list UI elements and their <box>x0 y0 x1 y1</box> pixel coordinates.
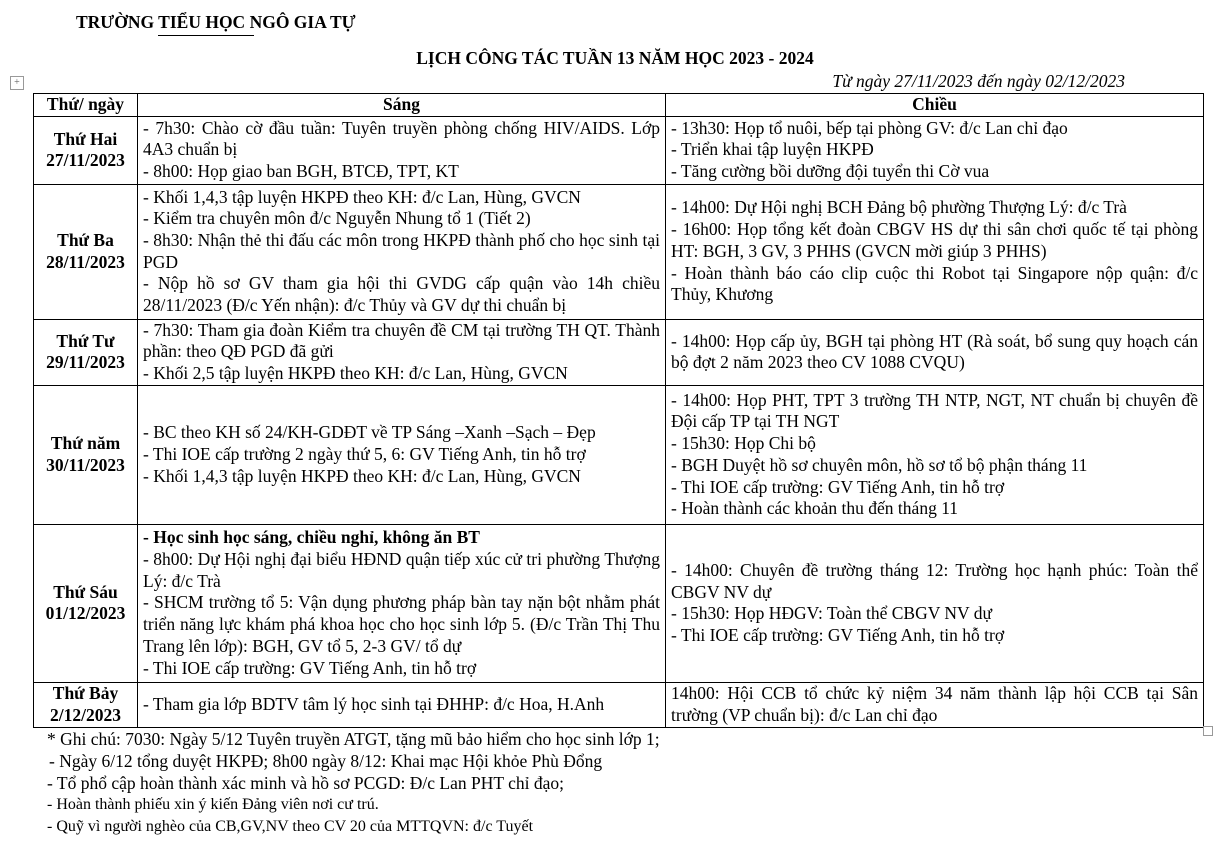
morning-cell <box>138 682 666 727</box>
day-cell <box>34 184 138 319</box>
note-line: - Ngày 6/12 tổng duyệt HKPĐ; 8h00 ngày 8/12: Khai mạc Hội khỏe Phù Đổng <box>49 751 603 771</box>
day-date: 30/11/2023 <box>46 454 125 475</box>
schedule-item: - 14h00: Họp cấp ủy, BGH tại phòng HT (Rà soát, bổ sung quy hoạch cán bộ đợt 2 năm 2023 theo CV 1088 CVQU) <box>671 330 1198 373</box>
table-row <box>34 385 1204 524</box>
schedule-item: - 7h30: Chào cờ đầu tuần: Tuyên truyền phòng chống HIV/AIDS. Lớp 4A3 chuẩn bị <box>143 117 660 160</box>
schedule-item: - 15h30: Họp HĐGV: Toàn thể CBGV NV dự <box>671 603 992 624</box>
day-day: Thứ Hai <box>53 128 118 149</box>
schedule-item: - Hoàn thành các khoản thu đến tháng 11 <box>671 498 959 519</box>
day-cell <box>34 524 138 682</box>
table-resize-handle[interactable] <box>1203 726 1213 736</box>
column-header: Sáng <box>138 94 666 117</box>
schedule-item: - 14h00: Chuyên đề trường tháng 12: Trường học hạnh phúc: Toàn thể CBGV NV dự <box>671 559 1198 602</box>
schedule-item: - 8h00: Dự Hội nghị đại biểu HĐND quận tiếp xúc cử tri phường Thượng Lý: đ/c Trà <box>143 549 660 591</box>
note-line: - Hoàn thành phiếu xin ý kiến Đảng viên nơi cư trú. <box>47 796 379 813</box>
schedule-item: - 8h30: Nhận thẻ thi đấu các môn trong HKPĐ thành phố cho học sinh tại PGD <box>143 230 660 272</box>
day-day: Thứ Ba <box>57 230 114 250</box>
column-header: Chiều <box>666 94 1204 117</box>
date-range: Từ ngày 27/11/2023 đến ngày 02/12/2023 <box>832 71 1125 91</box>
day-date: 28/11/2023 <box>46 251 125 272</box>
schedule-item: - 14h00: Dự Hội nghị BCH Đảng bộ phường Thượng Lý: đ/c Trà <box>671 197 1127 218</box>
schedule-item: - Học sinh học sáng, chiều nghỉ, không ăn BT <box>143 527 480 548</box>
schedule-table <box>33 93 1204 728</box>
morning-cell <box>138 385 666 524</box>
school-underline <box>158 35 254 36</box>
school-name: TRƯỜNG TIỂU HỌC NGÔ GIA TỰ <box>76 12 356 32</box>
day-date: 27/11/2023 <box>46 150 125 171</box>
afternoon-cell <box>666 184 1204 319</box>
schedule-item: - Thi IOE cấp trường: GV Tiếng Anh, tin hỗ trợ <box>143 657 477 678</box>
note-line: - Quỹ vì người nghèo của CB,GV,NV theo CV 20 của MTTQVN: đ/c Tuyết <box>47 818 534 835</box>
schedule-item: - Kiểm tra chuyên môn đ/c Nguyễn Nhung tổ 1 (Tiết 2) <box>143 208 531 229</box>
day-day: Thứ năm <box>50 433 121 454</box>
document-title: LỊCH CÔNG TÁC TUẦN 13 NĂM HỌC 2023 - 2024 <box>416 48 814 68</box>
table-row <box>34 524 1204 682</box>
afternoon-cell <box>666 682 1204 727</box>
afternoon-cell <box>666 116 1204 184</box>
day-cell <box>34 116 138 184</box>
schedule-item: - Nộp hồ sơ GV tham gia hội thi GVDG cấp quận vào 14h chiều 28/11/2023 (Đ/c Yến nhận): đ/c Thủy và GV dự thi chuẩn bị <box>143 273 660 316</box>
schedule-item: 14h00: Hội CCB tổ chức kỷ niệm 34 năm thành lập hội CCB tại Sân trường (VP chuẩn bị): đ/c Lan chỉ đạo <box>671 683 1198 725</box>
afternoon-cell <box>666 385 1204 524</box>
afternoon-cell <box>666 319 1204 385</box>
table-row <box>34 184 1204 319</box>
table-row <box>34 682 1204 727</box>
schedule-item: - Khối 2,5 tập luyện HKPĐ theo KH: đ/c Lan, Hùng, GVCN <box>143 363 568 384</box>
note-line: - Tổ phổ cập hoàn thành xác minh và hồ sơ PCGD: Đ/c Lan PHT chỉ đạo; <box>47 773 564 793</box>
day-cell <box>34 319 138 385</box>
day-cell <box>34 682 138 727</box>
schedule-item: - Hoàn thành báo cáo clip cuộc thi Robot tại Singapore nộp quận: đ/c Thủy, Khương <box>671 262 1198 305</box>
schedule-item: - Tham gia lớp BDTV tâm lý học sinh tại ĐHHP: đ/c Hoa, H.Anh <box>143 693 605 714</box>
schedule-item: - 8h00: Họp giao ban BGH, BTCĐ, TPT, KT <box>143 161 459 182</box>
schedule-item: - Thi IOE cấp trường 2 ngày thứ 5, 6: GV Tiếng Anh, tin hỗ trợ <box>143 443 586 464</box>
schedule-item: - 7h30: Tham gia đoàn Kiểm tra chuyên đề CM tại trường TH QT. Thành phần: theo QĐ PGD đã gửi <box>143 319 660 362</box>
schedule-item: - 14h00: Họp PHT, TPT 3 trường TH NTP, NGT, NT chuẩn bị chuyên đề Đội cấp TP tại TH NGT <box>671 389 1198 432</box>
day-date: 29/11/2023 <box>46 352 125 373</box>
schedule-item: - BGH Duyệt hồ sơ chuyên môn, hồ sơ tổ bộ phận tháng 11 <box>671 454 1088 475</box>
schedule-item: - Tăng cường bồi dưỡng đội tuyển thi Cờ vua <box>671 161 990 182</box>
day-day: Thứ Tư <box>56 330 115 351</box>
notes <box>47 728 660 838</box>
schedule-item: - Triển khai tập luyện HKPĐ <box>671 139 874 160</box>
afternoon-cell <box>666 524 1204 682</box>
schedule-item: - 16h00: Họp tổng kết đoàn CBGV HS dự thi sân chơi quốc tế tại phòng HT: BGH, 3 GV, 3 PHHS (GVCN mời giúp 3 PHHS) <box>671 219 1198 261</box>
morning-cell <box>138 184 666 319</box>
morning-cell <box>138 524 666 682</box>
schedule-item: - Thi IOE cấp trường: GV Tiếng Anh, tin hỗ trợ <box>671 476 1005 497</box>
schedule-item: - BC theo KH số 24/KH-GDĐT về TP Sáng –Xanh –Sạch – Đẹp <box>143 422 596 443</box>
column-header: Thứ/ ngày <box>34 94 138 117</box>
table-row <box>34 116 1204 184</box>
table-move-handle-icon[interactable]: + <box>10 76 24 90</box>
morning-cell <box>138 116 666 184</box>
schedule-item: - Thi IOE cấp trường: GV Tiếng Anh, tin hỗ trợ <box>671 625 1005 646</box>
day-date: 2/12/2023 <box>50 704 121 725</box>
day-day: Thứ Bảy <box>52 683 119 704</box>
schedule-item: - 15h30: Họp Chi bộ <box>671 433 816 454</box>
schedule-item: - SHCM trường tổ 5: Vận dụng phương pháp bàn tay nặn bột nhằm phát triển năng lực khám phá khoa học cho học sinh lớp 5. (Đ/c Trần Thị Thu Trang lên lớp): BGH, GV tổ 5, 2-3 GV/ tổ dự <box>143 592 660 656</box>
day-day: Thứ Sáu <box>53 581 118 602</box>
table-row <box>34 319 1204 385</box>
note-line: * Ghi chú: 7030: Ngày 5/12 Tuyên truyền ATGT, tặng mũ bảo hiểm cho học sinh lớp 1; <box>47 729 660 749</box>
morning-cell <box>138 319 666 385</box>
schedule-item: - 13h30: Họp tổ nuôi, bếp tại phòng GV: đ/c Lan chỉ đạo <box>671 117 1068 138</box>
day-date: 01/12/2023 <box>45 603 126 624</box>
schedule-item: - Khối 1,4,3 tập luyện HKPĐ theo KH: đ/c Lan, Hùng, GVCN <box>143 186 581 207</box>
schedule-item: - Khối 1,4,3 tập luyện HKPĐ theo KH: đ/c Lan, Hùng, GVCN <box>143 465 581 486</box>
day-cell <box>34 385 138 524</box>
